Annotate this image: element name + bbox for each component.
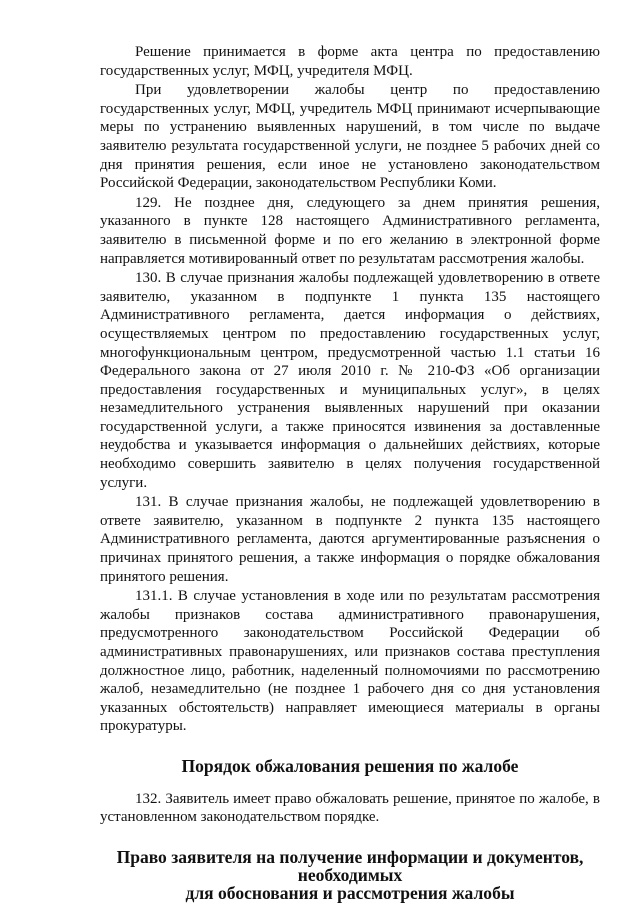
paragraph-129: 129. Не позднее дня, следующего за днем принятия решения, указанного в пункте 128 настоящего Административного регламента, заявителю в письменной форме и по его желанию в электронной форме направляется мотивированный ответ по результатам рассмотрения жалобы. [100, 194, 600, 267]
section-heading-line-2: для обоснования и рассмотрения жалобы [185, 882, 515, 903]
section-heading-line-1: Право заявителя на получение информации и документов, необходимых [116, 846, 584, 885]
paragraph-131-1: 131.1. В случае установления в ходе или по результатам рассмотрения жалобы признаков состава административного правонарушения, предусмотренного законодательством Российской Федерации об административных правонарушениях, или признаков состава преступления должностное лицо, работник, наделенный полномочиями по рассмотрению жалоб, незамедлительно (не позднее 1 рабочего дня со дня установления указанных обстоятельств) направляет имеющиеся материалы в органы прокуратуры. [100, 588, 600, 735]
paragraph-130: 130. В случае признания жалобы подлежащей удовлетворению в ответе заявителю, указанном в подпункте 1 пункта 135 настоящего Административного регламента, дается информация о действиях, осуществляемых центром по предоставлению государственных услуг, многофункциональным центром, предусмотренной частью 1.1 статьи 16 Федерального закона от 27 июля 2010 г. № 210-ФЗ «Об организации предоставления государственных и муниципальных услуг», в целях незамедлительного устранения выявленных нарушений при оказании государственной услуги, а также приносятся извинения за доставленные неудобства и указывается информация о дальнейших действиях, которые необходимо совершить заявителю в целях получения государственной услуги. [100, 270, 600, 491]
paragraph-complaint-satisfied: При удовлетворении жалобы центр по предоставлению государственных услуг, МФЦ, учредитель МФЦ принимают исчерпывающие меры по устранению выявленных нарушений, в том числе по выдаче заявителю результата государственной услуги, не позднее 5 рабочих дней со дня принятия решения, если иное не установлено законодательством Российской Федерации, законодательством Республики Коми. [100, 82, 600, 192]
document-body [100, 43, 600, 902]
section-heading-appeal-order: Порядок обжалования решения по жалобе [181, 755, 519, 776]
section-heading-applicant-rights [100, 848, 600, 902]
paragraph-132: 132. Заявитель имеет право обжаловать решение, принятое по жалобе, в установленном законодательством порядке. [100, 790, 600, 826]
paragraph-decision-form: Решение принимается в форме акта центра по предоставлению государственных услуг, МФЦ, учредителя МФЦ. [100, 44, 600, 79]
paragraph-131: 131. В случае признания жалобы, не подлежащей удовлетворению в ответе заявителю, указанном в подпункте 2 пункта 135 настоящего Административного регламента, даются аргументированные разъяснения о причинах принятого решения, а также информация о порядке обжалования принятого решения. [100, 494, 600, 585]
